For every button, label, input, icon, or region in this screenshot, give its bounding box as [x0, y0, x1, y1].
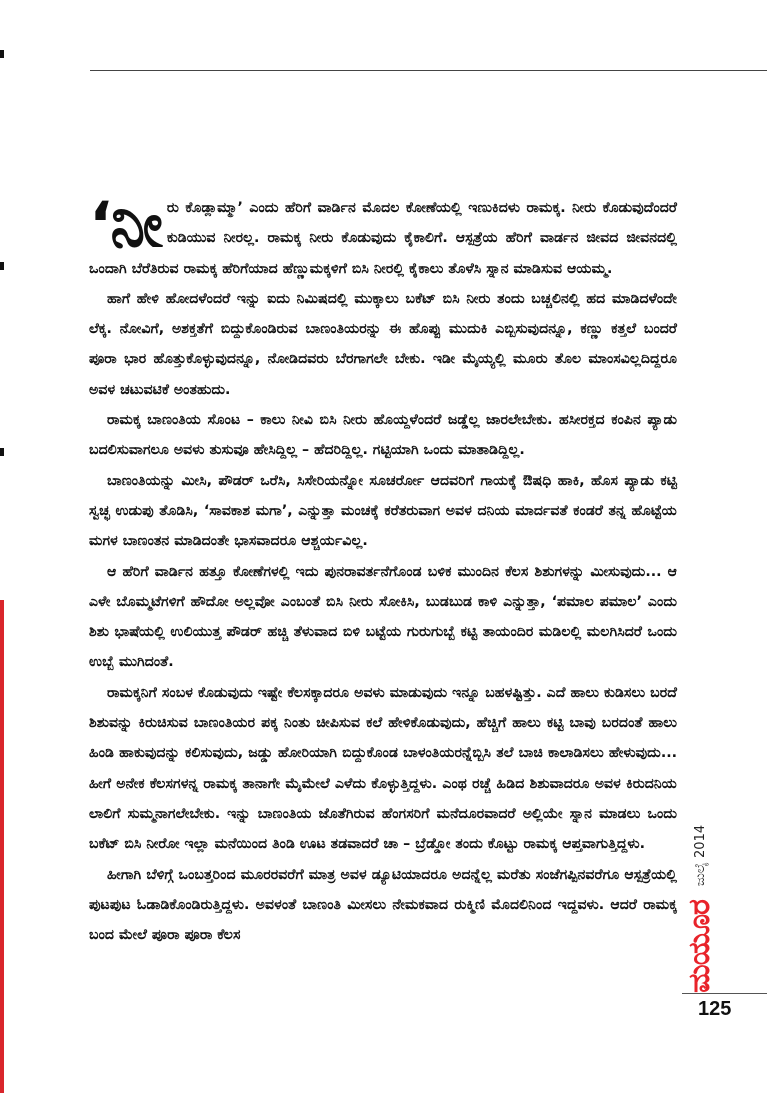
- magazine-name: ಮಯೂರ: [681, 899, 717, 993]
- header-rule: [90, 70, 767, 71]
- margin-tick-2: [0, 262, 4, 270]
- article-paragraph: ರಾಮಕ್ಕ ಬಾಣಂತಿಯ ಸೊಂಟ – ಕಾಲು ನೀವಿ ಬಿಸಿ ನೀರು ಹೊಯ್ದಳೆಂದರೆ ಜಡ್ಡೆಲ್ಲ ಜಾರಲೇಬೇಕು. ಹಸೀರಕ್ತದ ಕಂಪಿನ ಪ್ಯಾಡು ಬದಲಿಸುವಾಗಲೂ ಅವಳು ತುಸುವೂ ಹೇಸಿದ್ದಿಲ್ಲ – ಹೆದರಿದ್ದಿಲ್ಲ. ಗಟ್ಟಿಯಾಗಿ ಒಂದು ಮಾತಾಡಿದ್ದಿಲ್ಲ.: [89, 412, 677, 459]
- margin-tick-1: [0, 50, 4, 58]
- drop-cap: ‘ನೀ: [89, 188, 161, 261]
- issue-date-text: ಜುಲೈ 2014: [693, 824, 709, 886]
- article-paragraph: ಬಾಣಂತಿಯನ್ನು ಮೀಸಿ, ಪೌಡರ್ ಒರೆಸಿ, ಸಿಸೇರಿಯನ್ನೋ ಸೂಚರ್ರೋ ಆದವರಿಗೆ ಗಾಯಕ್ಕೆ ಔಷಧಿ ಹಾಕಿ, ಹೊಸ ಪ್ಯಾಡು ಕಟ್ಟಿ ಸ್ವಚ್ಛ ಉಡುಪು ತೊಡಿಸಿ, ‘ಸಾವಕಾಶ ಮಗಾ’, ಎನ್ನುತ್ತಾ ಮಂಚಕ್ಕೆ ಕರೆತರುವಾಗ ಅವಳ ದನಿಯ ಮಾರ್ದವತೆ ಕಂಡರೆ ತನ್ನ ಹೊಟ್ಟೆಯ ಮಗಳ ಬಾಣಂತನ ಮಾಡಿದಂತೇ ಭಾಸವಾದರೂ ಆಶ್ಚರ್ಯವಿಲ್ಲ.: [89, 472, 677, 550]
- margin-tick-3: [0, 448, 4, 456]
- paragraph-text: ರು ಕೊಡ್ಲಾಮ್ಮಾ’ ಎಂದು ಹೆರಿಗೆ ವಾರ್ಡಿನ ಮೊದಲ ಕೋಣೆಯಲ್ಲಿ ಇಣುಕಿದಳು ರಾಮಕ್ಕ. ನೀರು ಕೊಡುವುದೆಂದರೆ ಕುಡಿಯುವ ನೀರಲ್ಲ. ರಾಮಕ್ಕ ನೀರು ಕೊಡುವುದು ಕೈಕಾಲಿಗೆ. ಆಸ್ಪತ್ರೆಯ ಹೆರಿಗೆ ವಾರ್ಡನ ಜೀವದ ಜೀವನದಲ್ಲಿ ಒಂದಾಗಿ ಬೆರೆತಿರುವ ರಾಮಕ್ಕ ಹೆರಿಗೆಯಾದ ಹೆಣ್ಣುಮಕ್ಕಳಿಗೆ ಬಿಸಿ ನೀರಲ್ಲಿ ಕೈಕಾಲು ತೊಳೆಸಿ ಸ್ನಾನ ಮಾಡಿಸುವ ಆಯಮ್ಮ.: [89, 200, 677, 277]
- left-accent-bar: [0, 600, 4, 1093]
- article-paragraph: ರಾಮಕ್ಕನಿಗೆ ಸಂಬಳ ಕೊಡುವುದು ಇಷ್ಟೇ ಕೆಲಸಕ್ಕಾದರೂ ಅವಳು ಮಾಡುವುದು ಇನ್ನೂ ಬಹಳಷ್ಟಿತ್ತು. ಎದೆ ಹಾಲು ಕುಡಿಸಲು ಬರದೆ ಶಿಶುವನ್ನು ಕಿರುಚಿಸುವ ಬಾಣಂತಿಯರ ಪಕ್ಕ ನಿಂತು ಚೀಪಿಸುವ ಕಲೆ ಹೇಳಿಕೊಡುವುದು, ಹೆಚ್ಚಿಗೆ ಹಾಲು ಕಟ್ಟಿ ಬಾವು ಬರದಂತೆ ಹಾಲು ಹಿಂಡಿ ಹಾಕುವುದನ್ನು ಕಲಿಸುವುದು, ಜಡ್ಡು ಹೋರಿಯಾಗಿ ಬಿದ್ದುಕೊಂಡ ಬಾಳಂತಿಯರನ್ನೆಬ್ಬಿಸಿ ತಲೆ ಬಾಚಿ ಕಾಲಾಡಿಸಲು ಹೇಳುವುದು... ಹೀಗೆ ಅನೇಕ ಕೆಲಸಗಳನ್ನ ರಾಮಕ್ಕ ತಾನಾಗೇ ಮೈಮೇಲೆ ಎಳೆದು ಕೊಳ್ಳುತ್ತಿದ್ದಳು. ಎಂಥ ರಚ್ಚೆ ಹಿಡಿದ ಶಿಶುವಾದರೂ ಅವಳ ಕಿರುದನಿಯ ಲಾಲಿಗೆ ಸುಮ್ಮನಾಗಲೇಬೇಕು. ಇನ್ನು ಬಾಣಂತಿಯ ಜೊತೆಗಿರುವ ಹೆಂಗಸರಿಗೆ ಮನೆದೂರವಾದರೆ ಅಲ್ಲಿಯೇ ಸ್ನಾನ ಮಾಡಲು ಒಂದು ಬಕೆಟ್ ಬಿಸಿ ನೀರೋ ಇಲ್ಲಾ ಮನೆಯಿಂದ ತಿಂಡಿ ಊಟ ತಡವಾದರೆ ಚಾ – ಬ್ರೆಡ್ಡೋ ತಂದು ಕೊಟ್ಟು ರಾಮಕ್ಕ ಆಪ್ತವಾಗುತ್ತಿದ್ದಳು.: [89, 684, 677, 853]
- article-paragraph: ಹಾಗೆ ಹೇಳಿ ಹೋದಳೆಂದರೆ ಇನ್ನು ಐದು ನಿಮಿಷದಲ್ಲಿ ಮುಕ್ಕಾಲು ಬಕೆಟ್ ಬಿಸಿ ನೀರು ತಂದು ಬಚ್ಚಲಿನಲ್ಲಿ ಹದ ಮಾಡಿದಳೆಂದೇ ಲೆಕ್ಕ. ನೋವಿಗೆ, ಅಶಕ್ತತೆಗೆ ಬಿದ್ದುಕೊಂಡಿರುವ ಬಾಣಂತಿಯರನ್ನು ಈ ಹೊಪ್ಪು ಮುದುಕಿ ಎಬ್ಬಿಸುವುದನ್ನೂ, ಕಣ್ಣು ಕತ್ತಲೆ ಬಂದರೆ ಪೂರಾ ಭಾರ ಹೊತ್ತುಕೊಳ್ಳುವುದನ್ನೂ, ನೋಡಿದವರು ಬೆರಗಾಗಲೇ ಬೇಕು. ಇಡೀ ಮೈಯ್ಯಲ್ಲಿ ಮೂರು ತೊಲ ಮಾಂಸವಿಲ್ಲದಿದ್ದರೂ ಅವಳ ಚಟುವಟಿಕೆ ಅಂತಹುದು.: [89, 290, 677, 398]
- article-paragraph: [89, 188, 677, 284]
- footer-rule: [682, 993, 767, 994]
- magazine-logo: [681, 899, 717, 993]
- article-paragraph: ಆ ಹೆರಿಗೆ ವಾರ್ಡಿನ ಹತ್ತೂ ಕೋಣೆಗಳಲ್ಲಿ ಇದು ಪುನರಾವರ್ತನೆಗೊಂಡ ಬಳಿಕ ಮುಂದಿನ ಕೆಲಸ ಶಿಶುಗಳನ್ನು ಮೀಸುವುದು... ಆ ಎಳೇ ಬೊಮ್ಮಟೆಗಳಿಗೆ ಹೌದೋ ಅಲ್ಲವೋ ಎಂಬಂತೆ ಬಿಸಿ ನೀರು ಸೋಕಿಸಿ, ಬುಡಬುಡ ಕಾಳಿ ಎನ್ನುತ್ತಾ, ‘ಪಮಾಲ ಪಮಾಲ’ ಎಂದು ಶಿಶು ಭಾಷೆಯಲ್ಲಿ ಉಲಿಯುತ್ತ ಪೌಡರ್ ಹಚ್ಚಿ ತೆಳುವಾದ ಬಿಳಿ ಬಟ್ಟೆಯ ಗುರುಗುಬ್ಬೆ ಕಟ್ಟಿ ತಾಯಂದಿರ ಮಡಿಲಲ್ಲಿ ಮಲಗಿಸಿದರೆ ಒಂದು ಉಬ್ಬೆ ಮುಗಿದಂತೆ.: [89, 563, 677, 671]
- article-body: [89, 188, 677, 950]
- page-number: 125: [698, 998, 732, 1020]
- issue-date: [688, 810, 714, 900]
- article-paragraph: ಹೀಗಾಗಿ ಬೆಳಿಗ್ಗೆ ಒಂಬತ್ತರಿಂದ ಮೂರರವರೆಗೆ ಮಾತ್ರ ಅವಳ ಡ್ಯೂಟಿಯಾದರೂ ಅದನ್ನೆಲ್ಲ ಮರೆತು ಸಂಜೆಗಪ್ಪಿನವರೆಗೂ ಆಸ್ಪತ್ರೆಯಲ್ಲಿ ಪುಟಪುಟ ಓಡಾಡಿಕೊಂಡಿರುತ್ತಿದ್ದಳು. ಅವಳಂತೆ ಬಾಣಂತಿ ಮೀಸಲು ನೇಮಕವಾದ ರುಕ್ಮಿಣಿ ಮೊದಲಿನಿಂದ ಇದ್ದವಳು. ಆದರೆ ರಾಮಕ್ಕ ಬಂದ ಮೇಲೆ ಪೂರಾ ಪೂರಾ ಕೆಲಸ: [89, 866, 677, 944]
